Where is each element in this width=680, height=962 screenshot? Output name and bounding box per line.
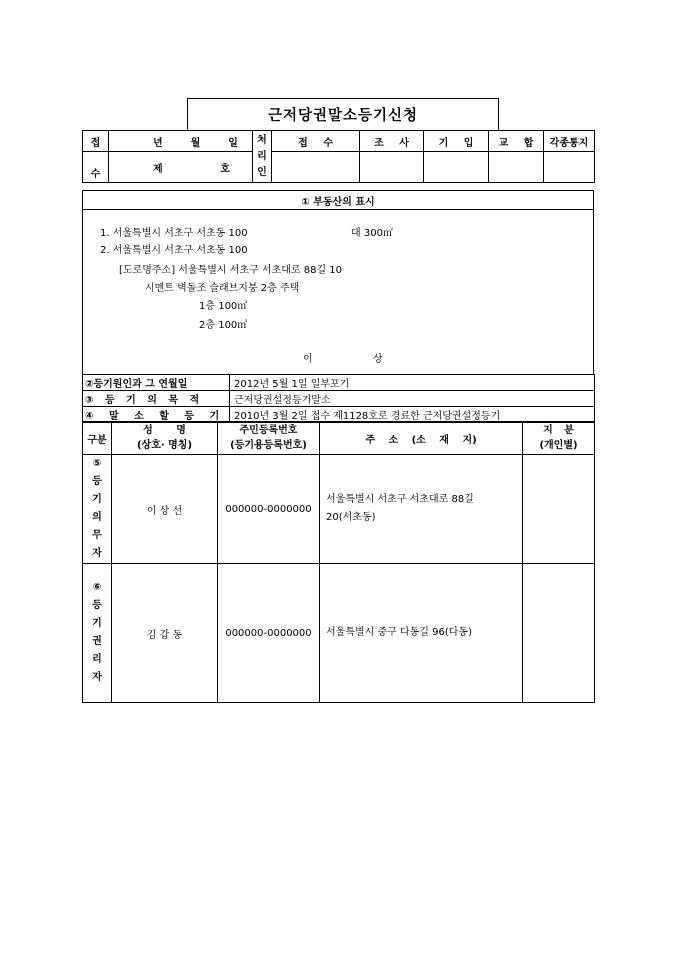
label-char: 자 [92,672,102,683]
header-notices: 각종통지 [544,131,595,152]
label-char: 기 [92,494,102,505]
notices-blank [544,152,595,183]
obligee-id: 000000-0000000 [218,564,320,703]
processing-char: 처 [257,134,267,146]
header-reception: 접 수 [272,131,360,152]
property-road-address: [도로명주소] 서울특별시 서초구 서초대로 88길 10 [119,265,343,276]
obligee-name: 김 갑 동 [112,564,218,703]
header-address: 주 소 (소 재 지) [320,422,523,455]
property-line-2: 2. 서울특별시 서초구 서초동 100 [100,245,248,256]
parties-table [82,421,595,703]
label-char: 기 [92,618,102,629]
property-header: ① 부동산의 표시 [83,191,593,210]
label-char: 무 [92,530,102,541]
obligor-address [320,455,523,564]
property-land-area: 대 300㎡ [351,228,393,239]
label-char: ⑥ [92,582,102,593]
property-section [82,190,594,374]
number-suffix: 호 [220,163,230,175]
reception-label-top: 접 [83,131,109,152]
obligee-address [320,564,523,703]
header-inspection: 조 사 [360,131,424,152]
property-structure: 시멘트 벽돌조 슬래브지붕 2층 주택 [145,283,300,294]
processing-label [253,131,272,183]
reception-label-bottom: 수 [83,152,109,183]
entry-blank [424,152,489,183]
obligor-id: 000000-0000000 [218,455,320,564]
obligor-name: 이 상 선 [112,455,218,564]
label-char: 리 [92,654,102,665]
label-char: 등 [92,476,102,487]
reception-table [82,130,595,183]
table-row [83,455,595,564]
date-cell [109,131,253,152]
day-label: 일 [228,137,238,149]
header-name [112,422,218,455]
obligee-label [83,564,112,703]
obligor-address-line2: 20(서초동) [326,512,376,523]
processing-char: 리 [257,150,267,162]
label-char: 권 [92,636,102,647]
header-name-top: 성 명 [143,425,186,436]
header-share [523,422,595,455]
collation-blank [489,152,544,183]
property-floor-2: 2층 100㎡ [199,320,248,331]
year-label: 년 [152,137,163,149]
purpose-value: 근저당권설정등기말소 [230,391,595,407]
end-mark-2: 상 [373,354,383,365]
header-share-bottom: (개인별) [539,440,578,451]
label-char: 의 [92,512,102,523]
cancel-value: 2010년 3월 2일 접수 제1128호로 경료한 근저당권설정등기 [230,407,595,423]
purpose-label: ③ 등 기 의 목 적 [83,391,230,407]
processing-char: 인 [257,166,267,178]
header-entry: 기 입 [424,131,489,152]
end-mark-1: 이 [303,354,313,365]
reception-blank [272,152,360,183]
month-label: 월 [190,137,201,149]
obligor-share [523,455,595,564]
header-id-top: 주민등록번호 [239,425,298,436]
header-id [218,422,320,455]
property-floor-1: 1층 100㎡ [199,301,248,312]
number-prefix: 제 [153,163,163,175]
obligor-address-line1: 서울특별시 서초구 서초대로 88길 [326,494,474,505]
table-row [83,564,595,703]
registration-info-table [82,374,595,423]
obligee-address-line1: 서울특별시 중구 다동길 96(다동) [326,627,472,638]
header-id-bottom: (등기용등록번호) [230,440,307,451]
property-line-1: 1. 서울특별시 서초구 서초동 100 [100,228,248,239]
cause-label: ②등기원인과 그 연월일 [83,375,230,391]
cause-value: 2012년 5월 1일 일부포기 [230,375,595,391]
obligee-share [523,564,595,703]
obligor-label [83,455,112,564]
header-share-top: 지 분 [543,425,574,436]
inspection-blank [360,152,424,183]
document-title: 근저당권말소등기신청 [187,98,499,130]
header-collation: 교 합 [489,131,544,152]
label-char: 등 [92,600,102,611]
cancel-label: ④ 말 소 할 등 기 [83,407,230,423]
label-char: 자 [92,548,102,559]
header-gubun: 구분 [83,422,112,455]
label-char: ⑤ [92,458,102,469]
number-cell [109,152,253,183]
header-name-bottom: (상호· 명칭) [136,440,193,451]
